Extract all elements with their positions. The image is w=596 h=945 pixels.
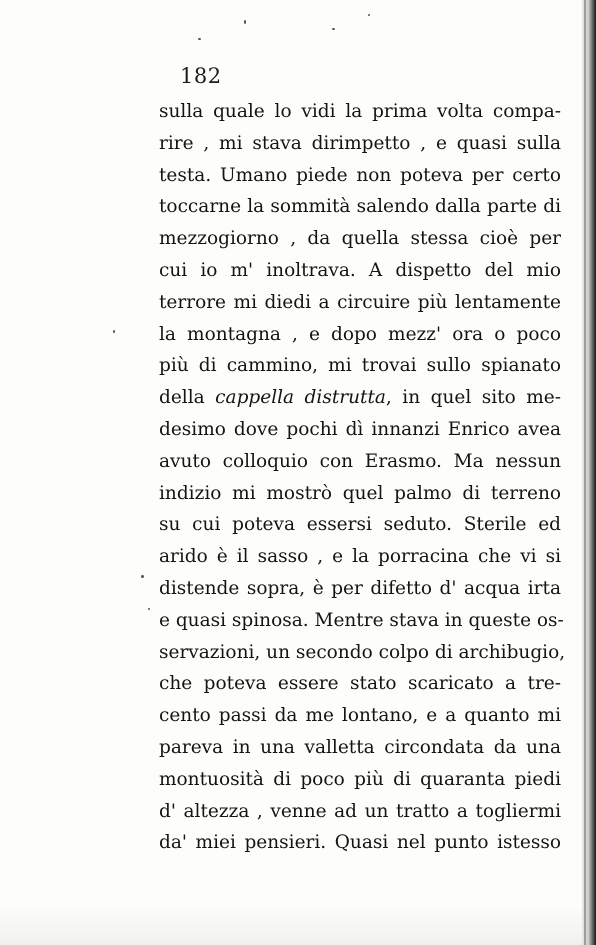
body-text [159, 96, 566, 859]
text-line: più di cammino, mi trovai sullo spianato [159, 355, 561, 377]
italic-title: cappella distrutta [215, 387, 386, 409]
text-line: d' altezza , venne ad un tratto a togliermi [159, 800, 561, 822]
text-line: pareva in una valletta circondata da una [159, 736, 561, 758]
text-segment: , in quel sito me- [385, 387, 561, 409]
text-line: terrore mi diedi a circuire più lentamente [159, 291, 561, 313]
text-line: la montagna , e dopo mezz' ora o poco [159, 323, 561, 345]
text-line: da' miei pensieri. Quasi nel punto istesso [159, 832, 561, 854]
paper-speck [244, 20, 246, 24]
text-line: toccarne la sommità salendo dalla parte di [159, 196, 561, 218]
paper-speck [332, 28, 335, 30]
text-line: su cui poteva essersi seduto. Sterile ed [159, 514, 561, 536]
text-line: cui io m' inoltrava. A dispetto del mio [159, 259, 561, 281]
text-line: che poteva essere stato scaricato a tre- [159, 673, 561, 695]
text-line: servazioni, un secondo colpo di archibugio, [159, 641, 566, 663]
paper-speck [113, 330, 115, 333]
text-line: e quasi spinosa. Mentre stava in queste os- [159, 609, 564, 631]
text-line: avuto colloquio con Erasmo. Ma nessun [159, 450, 561, 472]
paper-speck [141, 575, 144, 578]
paper-speck [148, 608, 150, 610]
text-segment: della [159, 387, 216, 409]
paper-speck [198, 38, 201, 40]
text-line: mezzogiorno , da quella stessa cioè per [159, 228, 561, 250]
page-number: 182 [180, 64, 222, 88]
page-edge [582, 0, 596, 945]
text-line: cento passi da me lontano, e a quanto mi [159, 705, 561, 727]
text-line: rire , mi stava dirimpetto , e quasi sulla [159, 132, 561, 154]
paper-speck [368, 14, 370, 16]
text-line: distende sopra, è per difetto d' acqua irta [159, 577, 561, 599]
text-line: montuosità di poco più di quaranta piedi [159, 768, 561, 790]
text-line: sulla quale lo vidi la prima volta compa- [159, 101, 561, 122]
text-line: testa. Umano piede non poteva per certo [159, 164, 561, 186]
text-line: indizio mi mostrò quel palmo di terreno [159, 482, 561, 504]
text-line: arido è il sasso , e la porracina che vi si [159, 546, 561, 568]
page-shadow [0, 905, 596, 945]
text-line-with-italic [159, 382, 561, 414]
text-line: desimo dove pochi dì innanzi Enrico avea [159, 418, 561, 440]
